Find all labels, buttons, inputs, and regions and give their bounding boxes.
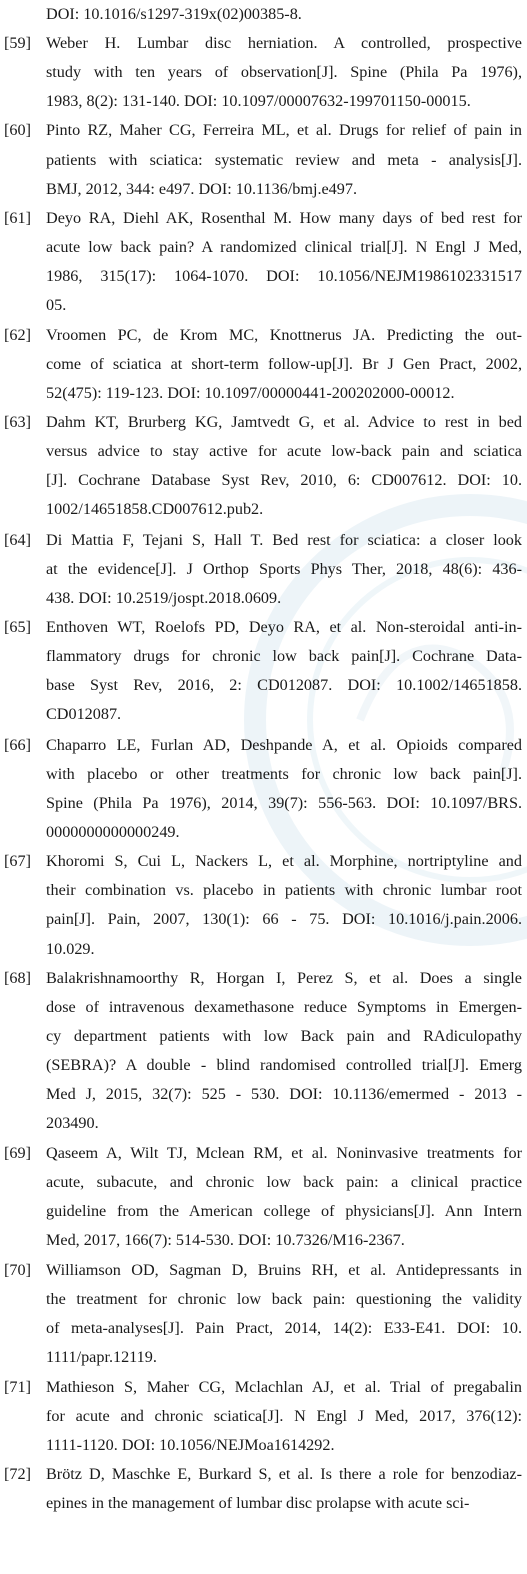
reference-number: [59] — [4, 34, 31, 52]
reference-text-line: 10.029. — [46, 940, 95, 958]
reference-text-line: for acute and chronic sciatica[J]. N Engl J Med, 2017, 376(12): — [46, 1407, 522, 1425]
reference-text-line: epines in the management of lumbar disc prolapse with acute sci- — [46, 1494, 470, 1512]
reference-number: [65] — [4, 618, 31, 636]
reference-number: [62] — [4, 326, 31, 344]
reference-text-line: Pinto RZ, Maher CG, Ferreira ML, et al. Drugs for relief of pain in — [46, 121, 522, 139]
reference-text-line: pain[J]. Pain, 2007, 130(1): 66 - 75. DOI: 10.1016/j.pain.2006. — [46, 910, 522, 928]
reference-text-line: Qaseem A, Wilt TJ, Mclean RM, et al. Noninvasive treatments for — [46, 1144, 522, 1162]
reference-text-line: 1111/papr.12119. — [46, 1348, 157, 1366]
reference-text-line: flammatory drugs for chronic low back pain[J]. Cochrane Data- — [46, 647, 522, 665]
reference-text-line: base Syst Rev, 2016, 2: CD012087. DOI: 10.1002/14651858. — [46, 676, 522, 694]
reference-text-line: Weber H. Lumbar disc herniation. A controlled, prospective — [46, 34, 522, 52]
reference-text-line: Spine (Phila Pa 1976), 2014, 39(7): 556-563. DOI: 10.1097/BRS. — [46, 794, 522, 812]
reference-number: [66] — [4, 736, 31, 754]
reference-number: [70] — [4, 1261, 31, 1279]
reference-text-line: Deyo RA, Diehl AK, Rosenthal M. How many days of bed rest for — [46, 209, 522, 227]
reference-text-line: cy department patients with low Back pain and RAdiculopathy — [46, 1027, 522, 1045]
reference-text-line: with placebo or other treatments for chronic low back pain[J]. — [46, 765, 522, 783]
reference-text-line: Williamson OD, Sagman D, Bruins RH, et al. Antidepressants in — [46, 1261, 522, 1279]
reference-text-line: 203490. — [46, 1114, 99, 1132]
watermark-seal — [240, 420, 527, 1020]
reference-text-line: study with ten years of observation[J]. Spine (Phila Pa 1976), — [46, 63, 522, 81]
reference-text-line: guideline from the American college of physicians[J]. Ann Intern — [46, 1202, 522, 1220]
reference-text-line: 05. — [46, 296, 67, 314]
reference-text-line: 1986, 315(17): 1064-1070. DOI: 10.1056/NEJM1986102331517 — [46, 267, 522, 285]
reference-text-line: DOI: 10.1016/s1297-319x(02)00385-8. — [46, 5, 302, 23]
reference-text-line: Med J, 2015, 32(7): 525 - 530. DOI: 10.1136/emermed - 2013 - — [46, 1085, 522, 1103]
reference-text-line: (SEBRA)? A double - blind randomised controlled trial[J]. Emerg — [46, 1056, 522, 1074]
reference-number: [60] — [4, 121, 31, 139]
reference-text-line: patients with sciatica: systematic review and meta - analysis[J]. — [46, 151, 522, 169]
reference-text-line: Brötz D, Maschke E, Burkard S, et al. Is there a role for benzodiaz- — [46, 1465, 522, 1483]
reference-text-line: BMJ, 2012, 344: e497. DOI: 10.1136/bmj.e497. — [46, 180, 358, 198]
reference-text-line: Enthoven WT, Roelofs PD, Deyo RA, et al. Non-steroidal anti-in- — [46, 618, 522, 636]
reference-number: [63] — [4, 413, 31, 431]
reference-text-line: CD012087. — [46, 705, 122, 723]
reference-text-line: their combination vs. placebo in patients with chronic lumbar root — [46, 881, 522, 899]
reference-text-line: Dahm KT, Brurberg KG, Jamtvedt G, et al. Advice to rest in bed — [46, 413, 522, 431]
reference-text-line: 1983, 8(2): 131-140. DOI: 10.1097/00007632-199701150-00015. — [46, 92, 471, 110]
reference-text-line: of meta-analyses[J]. Pain Pract, 2014, 14(2): E33-E41. DOI: 10. — [46, 1319, 522, 1337]
reference-text-line: Khoromi S, Cui L, Nackers L, et al. Morphine, nortriptyline and — [46, 852, 522, 870]
reference-number: [64] — [4, 531, 31, 549]
reference-text-line: come of sciatica at short-term follow-up[J]. Br J Gen Pract, 2002, — [46, 355, 522, 373]
reference-number: [61] — [4, 209, 31, 227]
reference-text-line: 0000000000000249. — [46, 823, 180, 841]
reference-text-line: acute, subacute, and chronic low back pain: a clinical practice — [46, 1173, 522, 1191]
reference-number: [67] — [4, 852, 31, 870]
reference-text-line: Med, 2017, 166(7): 514-530. DOI: 10.7326/M16-2367. — [46, 1231, 405, 1249]
reference-text-line: Vroomen PC, de Krom MC, Knottnerus JA. Predicting the out- — [46, 326, 522, 344]
reference-text-line: Mathieson S, Maher CG, Mclachlan AJ, et al. Trial of pregabalin — [46, 1378, 522, 1396]
reference-text-line: Balakrishnamoorthy R, Horgan I, Perez S, et al. Does a single — [46, 969, 522, 987]
reference-text-line: Di Mattia F, Tejani S, Hall T. Bed rest for sciatica: a closer look — [46, 531, 522, 549]
reference-number: [72] — [4, 1465, 31, 1483]
reference-number: [69] — [4, 1144, 31, 1162]
reference-text-line: dose of intravenous dexamethasone reduce Symptoms in Emergen- — [46, 998, 522, 1016]
reference-text-line: acute low back pain? A randomized clinical trial[J]. N Engl J Med, — [46, 238, 522, 256]
reference-number: [68] — [4, 969, 31, 987]
reference-text-line: Chaparro LE, Furlan AD, Deshpande A, et al. Opioids compared — [46, 736, 522, 754]
reference-text-line: 438. DOI: 10.2519/jospt.2018.0609. — [46, 589, 282, 607]
reference-text-line: the treatment for chronic low back pain: questioning the validity — [46, 1290, 522, 1308]
reference-text-line: 1111-1120. DOI: 10.1056/NEJMoa1614292. — [46, 1436, 335, 1454]
reference-text-line: versus advice to stay active for acute low-back pain and sciatica — [46, 442, 522, 460]
reference-number: [71] — [4, 1378, 31, 1396]
reference-text-line: 52(475): 119-123. DOI: 10.1097/00000441-200202000-00012. — [46, 384, 455, 402]
reference-text-line: 1002/14651858.CD007612.pub2. — [46, 500, 264, 518]
reference-text-line: at the evidence[J]. J Orthop Sports Phys Ther, 2018, 48(6): 436- — [46, 560, 522, 578]
reference-text-line: [J]. Cochrane Database Syst Rev, 2010, 6: CD007612. DOI: 10. — [46, 471, 522, 489]
